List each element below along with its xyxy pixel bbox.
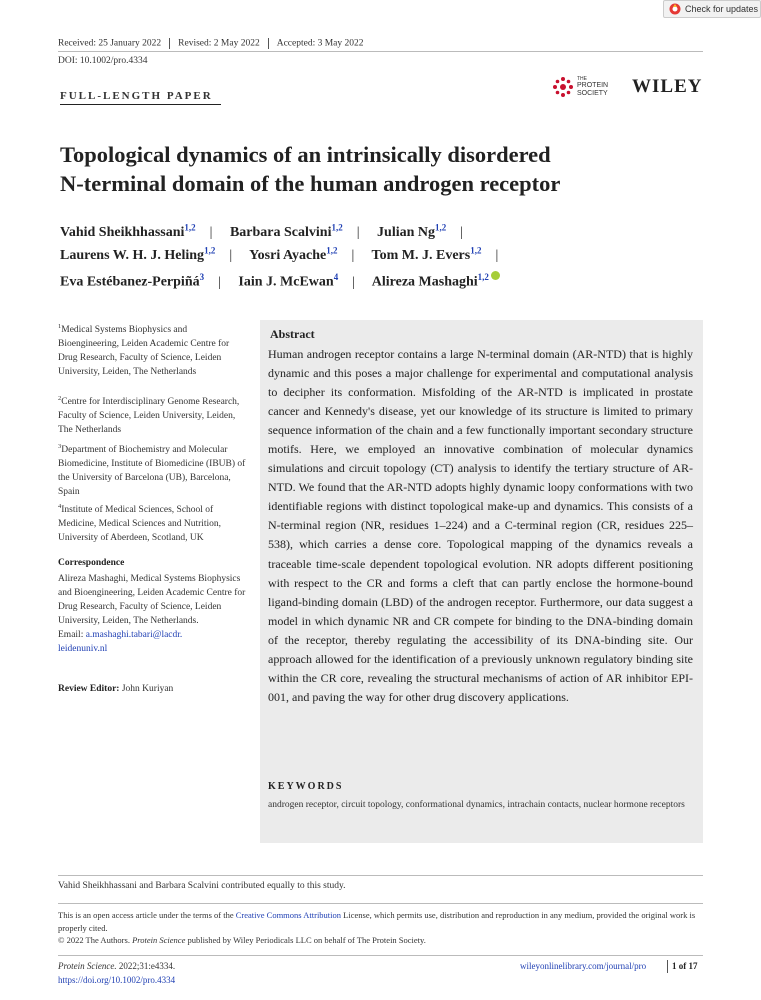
author[interactable]: Yosri Ayache	[249, 248, 327, 263]
author[interactable]: Eva Estébanez-Perpiñá	[60, 274, 200, 290]
author[interactable]: Vahid Sheikhhassani	[60, 225, 185, 240]
copyright-journal: Protein Science	[132, 935, 186, 945]
affiliation-number: 1	[58, 323, 62, 330]
revised-date: Revised: 2 May 2022	[178, 38, 260, 49]
author-line-3: Eva Estébanez-Perpiñá$^3$ | Iain J. McEwan$^4$ | Alireza Mashaghi$^{1,2}$	[60, 271, 500, 291]
correspondence-details	[58, 572, 248, 656]
correspondence-address: Alireza Mashaghi, Medical Systems Biophysics and Bioengineering, Leiden Academic Centre for Drug Research, Faculty of Science, Leiden University, Leiden, The Netherlands.	[58, 574, 246, 626]
affiliation-1	[58, 320, 248, 379]
protein-society-line1: PROTEIN	[577, 82, 609, 89]
abstract-heading: Abstract	[270, 327, 315, 341]
author-line-2: Laurens W. H. J. Heling$^{1,2}$ | Yosri Ayache$^{1,2}$ | Tom M. J. Evers$^{1,2}$ |	[60, 245, 499, 263]
abstract-text: Human androgen receptor contains a large N-terminal domain (AR-NTD) that is highly dynamic and this poses a major challenge for experimental and computational analysis to decipher its conformation. Misfolding of the AR-NTD is implicated in prostate cancer and Kennedy's disease, yet our knowledge of its structure is limited to primary sequence information of the chain and a few functionally important secondary structure motifs. Here, we employed an innovative combination of molecular dynamics simulations and circuit topology (CT) analysis to identify the tertiary structure of AR-NTD. We found that the AR-NTD adopts highly dynamic loopy conformations with two identifiable regions with distinct topological make-up and dynamics. This consists of a N-terminal region (NR, residues 1–224) and a C-terminal region (CR, residues 225–538), which carries a dense core. Topological mapping of the dynamics reveals a traceable time-scale dependent topological evolution. NR adopts different positioning with respect to the CR and forms a cleft that can partly enclose the hormone-bound ligand-binding domain (LBD) of the androgen receptor. Furthermore, our data suggest a model in which dynamic NR and CR compete for binding to the DNA-binding domain of the receptor, thereby regulating the accessibility of its DNA-binding site. Our approach allowed for the identification of a previously unknown regulatory binding site within the CR core, revealing the structural mechanisms of action of AR inhibitor EPI-001, and paving the way for other drug discovery applications.	[268, 347, 693, 704]
review-editor	[58, 684, 173, 694]
update-icon	[669, 3, 681, 15]
author[interactable]: Julian Ng	[377, 225, 436, 240]
affiliation-text: Institute of Medical Sciences, School of Medicine, Medical Sciences and Nutrition, University of Aberdeen, Scotland, UK	[58, 505, 222, 544]
license-text-post: License, which permits use, distribution and reproduction in any medium, provided the original work is properly cited.	[58, 910, 696, 933]
copyright-pre: © 2022 The Authors.	[58, 935, 133, 945]
keywords-heading: KEYWORDS	[268, 781, 344, 792]
title-line-1: Topological dynamics of an intrinsically disordered	[60, 142, 551, 167]
correspondence-heading: Correspondence	[58, 558, 125, 568]
footnote-divider	[58, 875, 703, 876]
doi: DOI: 10.1002/pro.4334	[58, 56, 148, 66]
license-text-pre: This is an open access article under the terms of the	[58, 910, 236, 920]
title-line-2: N-terminal domain of the human androgen receptor	[60, 171, 561, 196]
protein-society-icon	[552, 76, 574, 98]
section-label: FULL-LENGTH PAPER	[60, 90, 213, 102]
journal-site-link[interactable]: wileyonlinelibrary.com/journal/pro	[520, 961, 647, 971]
journal-citation	[58, 961, 175, 971]
journal-divider	[58, 955, 703, 956]
affiliation-text: Medical Systems Biophysics and Bioengineering, Leiden Academic Centre for Drug Research, Faculty of Science, Leiden University, Leiden, The Netherlands	[58, 325, 230, 378]
author[interactable]: Laurens W. H. J. Heling	[60, 248, 205, 263]
author[interactable]: Barbara Scalvini	[229, 225, 332, 240]
review-editor-label: Review Editor:	[58, 684, 120, 694]
accepted-date: Accepted: 3 May 2022	[276, 38, 364, 49]
keywords-text: androgen receptor, circuit topology, conformational dynamics, intrachain contacts, nuclear hormone receptors	[268, 800, 685, 810]
affiliation-number: 2	[58, 395, 62, 402]
affiliation-text: Department of Biochemistry and Molecular Biomedicine, Institute of Biomedicine (IBUB) of the University of Barcelona (UB), Barcelona, Spain	[58, 445, 246, 498]
email-link-continued[interactable]: leidenuniv.nl	[58, 644, 108, 654]
author[interactable]: Iain J. McEwan	[238, 274, 334, 290]
author-affiliation-ref[interactable]: 1,2	[435, 222, 447, 233]
wiley-logo: WILEY	[632, 76, 703, 97]
affiliation-2	[58, 392, 248, 437]
author[interactable]: Tom M. J. Evers	[371, 248, 471, 263]
author-affiliation-ref[interactable]: 1,2	[204, 245, 216, 256]
author-affiliation-ref[interactable]: 1,2	[326, 245, 338, 256]
protein-society-line2: SOCIETY	[577, 90, 608, 97]
affiliation-number: 4	[58, 503, 62, 510]
email-label: Email:	[58, 630, 84, 640]
orcid-icon[interactable]	[491, 271, 500, 280]
author-affiliation-ref[interactable]: 1,2	[331, 222, 343, 233]
equal-contribution-note: Vahid Sheikhhassani and Barbara Scalvini contributed equally to this study.	[58, 881, 346, 891]
journal-ref: 2022;31:e4334.	[116, 961, 176, 971]
check-for-updates-button[interactable]	[663, 0, 761, 18]
creative-commons-link[interactable]: Creative Commons Attribution	[235, 910, 342, 920]
section-label-underline	[60, 104, 221, 105]
author-affiliation-ref[interactable]: 3	[199, 272, 205, 282]
copyright-post: published by Wiley Periodicals LLC on behalf of The Protein Society.	[185, 935, 426, 945]
author-line-1: Vahid Sheikhhassani$^{1,2}$ | Barbara Scalvini$^{1,2}$ | Julian Ng$^{1,2}$ |	[60, 222, 464, 240]
received-date: Received: 25 January 2022	[58, 38, 162, 49]
email-link[interactable]: a.mashaghi.tabari@lacdr.	[85, 630, 183, 640]
affiliation-number: 3	[58, 443, 62, 450]
protein-society-small: THE	[577, 76, 587, 82]
license-notice	[58, 909, 703, 947]
page-number: 1 of 17	[672, 961, 698, 971]
journal-name: Protein Science.	[58, 961, 117, 971]
author-affiliation-ref[interactable]: 1,2	[184, 222, 196, 233]
review-editor-name: John Kuriyan	[121, 684, 174, 694]
affiliation-3	[58, 440, 248, 499]
article-title	[60, 140, 700, 198]
author-affiliation-ref[interactable]: 1,2	[470, 245, 482, 256]
author[interactable]: Alireza Mashaghi	[371, 274, 478, 290]
page-number-divider	[667, 960, 668, 973]
article-dates	[58, 38, 364, 49]
affiliation-4	[58, 500, 248, 545]
author-affiliation-ref[interactable]: 4	[333, 272, 339, 282]
affiliation-text: Centre for Interdisciplinary Genome Research, Faculty of Science, Leiden University, Leiden, The Netherlands	[58, 397, 240, 436]
doi-link[interactable]: https://doi.org/10.1002/pro.4334	[58, 975, 176, 985]
protein-society-logo	[552, 76, 608, 98]
license-divider	[58, 903, 703, 904]
author-affiliation-ref[interactable]: 1,2	[477, 272, 489, 282]
check-updates-label: Check for updates	[685, 4, 759, 14]
header-divider	[58, 51, 703, 52]
